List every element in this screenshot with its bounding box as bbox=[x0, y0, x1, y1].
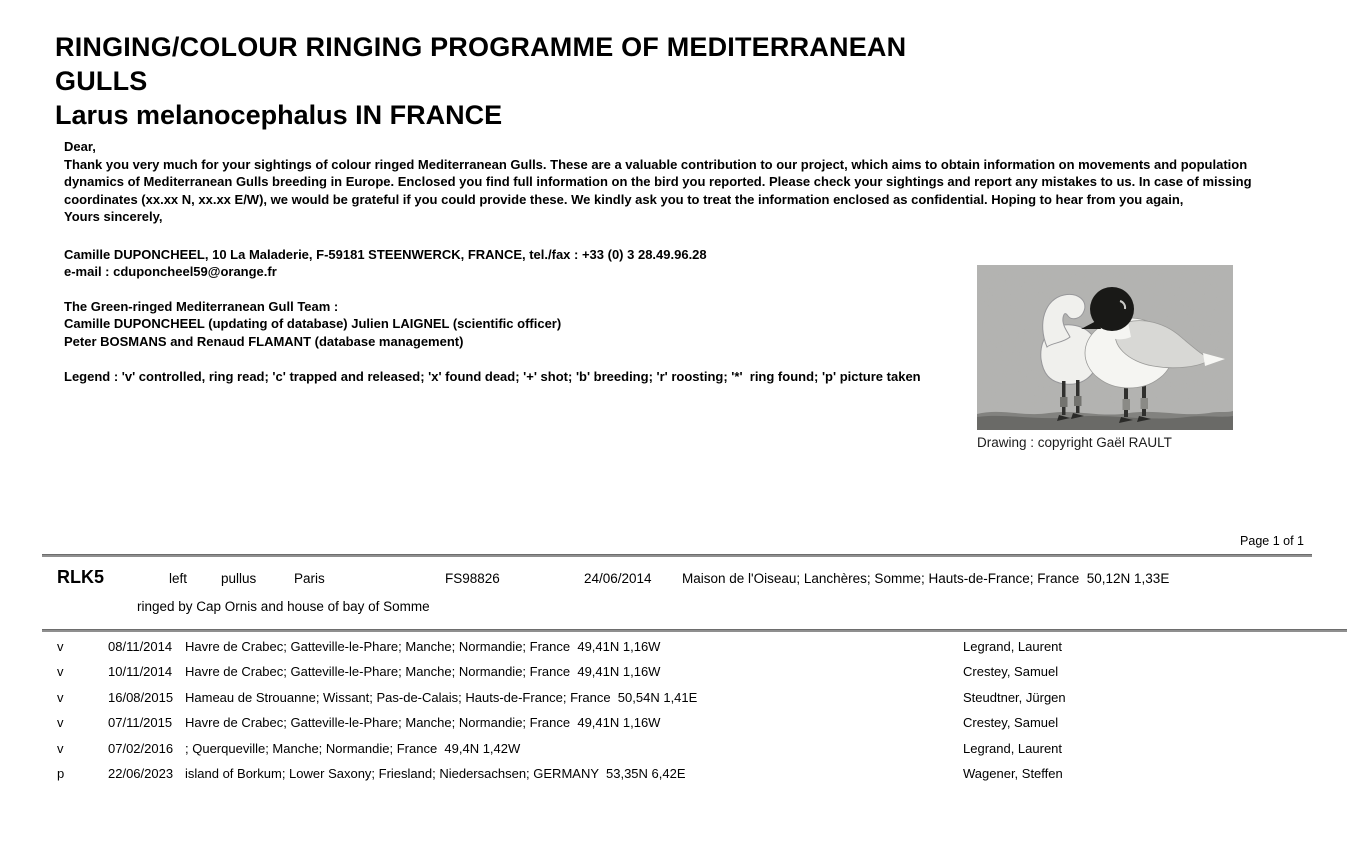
sighting-observer: Crestey, Samuel bbox=[963, 664, 1059, 680]
team-member-line-1: Camille DUPONCHEEL (updating of database) Julien LAIGNEL (scientific officer) bbox=[64, 316, 562, 331]
sighting-code: v bbox=[57, 740, 64, 756]
sighting-observer: Legrand, Laurent bbox=[963, 639, 1063, 654]
contact-email: e-mail : cduponcheel59@orange.fr bbox=[64, 264, 277, 279]
ringing-scheme: Paris bbox=[294, 571, 325, 586]
leg-side: left bbox=[169, 571, 188, 586]
drawing-block bbox=[977, 265, 1233, 450]
contact-address: Camille DUPONCHEEL, 10 La Maladerie, F-59181 STEENWERCK, FRANCE, tel./fax : +33 (0) 3 28.49.96.28 bbox=[64, 246, 707, 262]
sighting-code: v bbox=[57, 639, 64, 654]
document-header bbox=[55, 30, 970, 132]
letter-body: Thank you very much for your sightings of colour ringed Mediterranean Gulls. These are a valuable contribution to our project, which aims to obtain information on movements and population dynamics of Mediterranean Gulls breeding in Europe. Enclosed you find full information on the bird you reported. Please check your sightings and report any mistakes to us. In case of missing coordinates (xx.xx N, xx.xx E/W), we would be grateful if you could provide these. We kindly ask you to treat the information enclosed as confidential. Hoping to hear from you again, bbox=[64, 156, 1252, 207]
sighting-date: 07/02/2016 bbox=[108, 740, 174, 756]
sightings-list bbox=[42, 634, 1312, 786]
legend-text: Legend : 'v' controlled, ring read; 'c' trapped and released; 'x' found dead; '+' shot; 'b' breeding; 'r' roosting; '*' ring found; 'p' picture taken bbox=[64, 369, 921, 384]
sighting-observer: Crestey, Samuel bbox=[963, 715, 1059, 731]
sighting-date: 10/11/2014 bbox=[108, 664, 173, 680]
sighting-code: v bbox=[57, 689, 64, 705]
sighting-place: Havre de Crabec; Gatteville-le-Phare; Manche; Normandie; France 49,41N 1,16W bbox=[185, 664, 661, 680]
team-header: The Green-ringed Mediterranean Gull Team : bbox=[64, 298, 339, 314]
sighting-date: 16/08/2015 bbox=[108, 689, 174, 705]
table-rule-bottom bbox=[42, 629, 1347, 632]
sighting-row bbox=[42, 736, 1312, 761]
ring-code: RLK5 bbox=[57, 567, 105, 587]
ringing-date: 24/06/2014 bbox=[584, 571, 652, 586]
bird-age: pullus bbox=[221, 571, 257, 586]
sighting-row bbox=[42, 634, 1312, 659]
sighting-code: v bbox=[57, 715, 64, 731]
ringing-place: Maison de l'Oiseau; Lanchères; Somme; Hauts-de-France; France 50,12N 1,33E bbox=[682, 571, 1170, 586]
sighting-observer: Legrand, Laurent bbox=[963, 740, 1063, 756]
sighting-place: Hameau de Strouanne; Wissant; Pas-de-Calais; Hauts-de-France; France 50,54N 1,41E bbox=[185, 689, 698, 705]
team-member-line-2: Peter BOSMANS and Renaud FLAMANT (database management) bbox=[64, 333, 464, 349]
sighting-place: Havre de Crabec; Gatteville-le-Phare; Manche; Normandie; France 49,41N 1,16W bbox=[185, 715, 661, 731]
page-number: Page 1 of 1 bbox=[1240, 534, 1304, 548]
salutation: Dear, bbox=[64, 139, 96, 154]
sighting-code: p bbox=[57, 765, 65, 781]
sighting-row bbox=[42, 710, 1312, 735]
bird-summary-row bbox=[42, 567, 1312, 588]
sighting-date: 08/11/2014 bbox=[108, 639, 173, 654]
letter-closing: Yours sincerely, bbox=[64, 209, 163, 224]
sightings-report bbox=[42, 533, 1312, 786]
sighting-observer: Steudtner, Jürgen bbox=[963, 689, 1066, 705]
sighting-code: v bbox=[57, 664, 64, 680]
sighting-date: 22/06/2023 bbox=[108, 765, 174, 781]
sighting-place: ; Querqueville; Manche; Normandie; France 49,4N 1,42W bbox=[185, 740, 521, 756]
page-subtitle: Larus melanocephalus IN FRANCE bbox=[55, 100, 503, 130]
drawing-caption: Drawing : copyright Gaël RAULT bbox=[977, 435, 1172, 450]
sighting-row bbox=[42, 761, 1312, 786]
sighting-row bbox=[42, 685, 1312, 710]
sighting-row bbox=[42, 659, 1312, 684]
sighting-place: island of Borkum; Lower Saxony; Friesland; Niedersachsen; GERMANY 53,35N 6,42E bbox=[185, 765, 686, 781]
sighting-place: Havre de Crabec; Gatteville-le-Phare; Manche; Normandie; France 49,41N 1,16W bbox=[185, 639, 661, 654]
ringed-by: ringed by Cap Ornis and house of bay of Somme bbox=[137, 599, 430, 614]
sighting-observer: Wagener, Steffen bbox=[963, 765, 1063, 781]
sighting-date: 07/11/2015 bbox=[108, 715, 173, 731]
page-title: RINGING/COLOUR RINGING PROGRAMME OF MEDITERRANEAN GULLS bbox=[55, 32, 907, 96]
table-rule-top bbox=[42, 554, 1312, 557]
gull-drawing-icon bbox=[977, 265, 1233, 430]
metal-ring-number: FS98826 bbox=[445, 571, 500, 586]
